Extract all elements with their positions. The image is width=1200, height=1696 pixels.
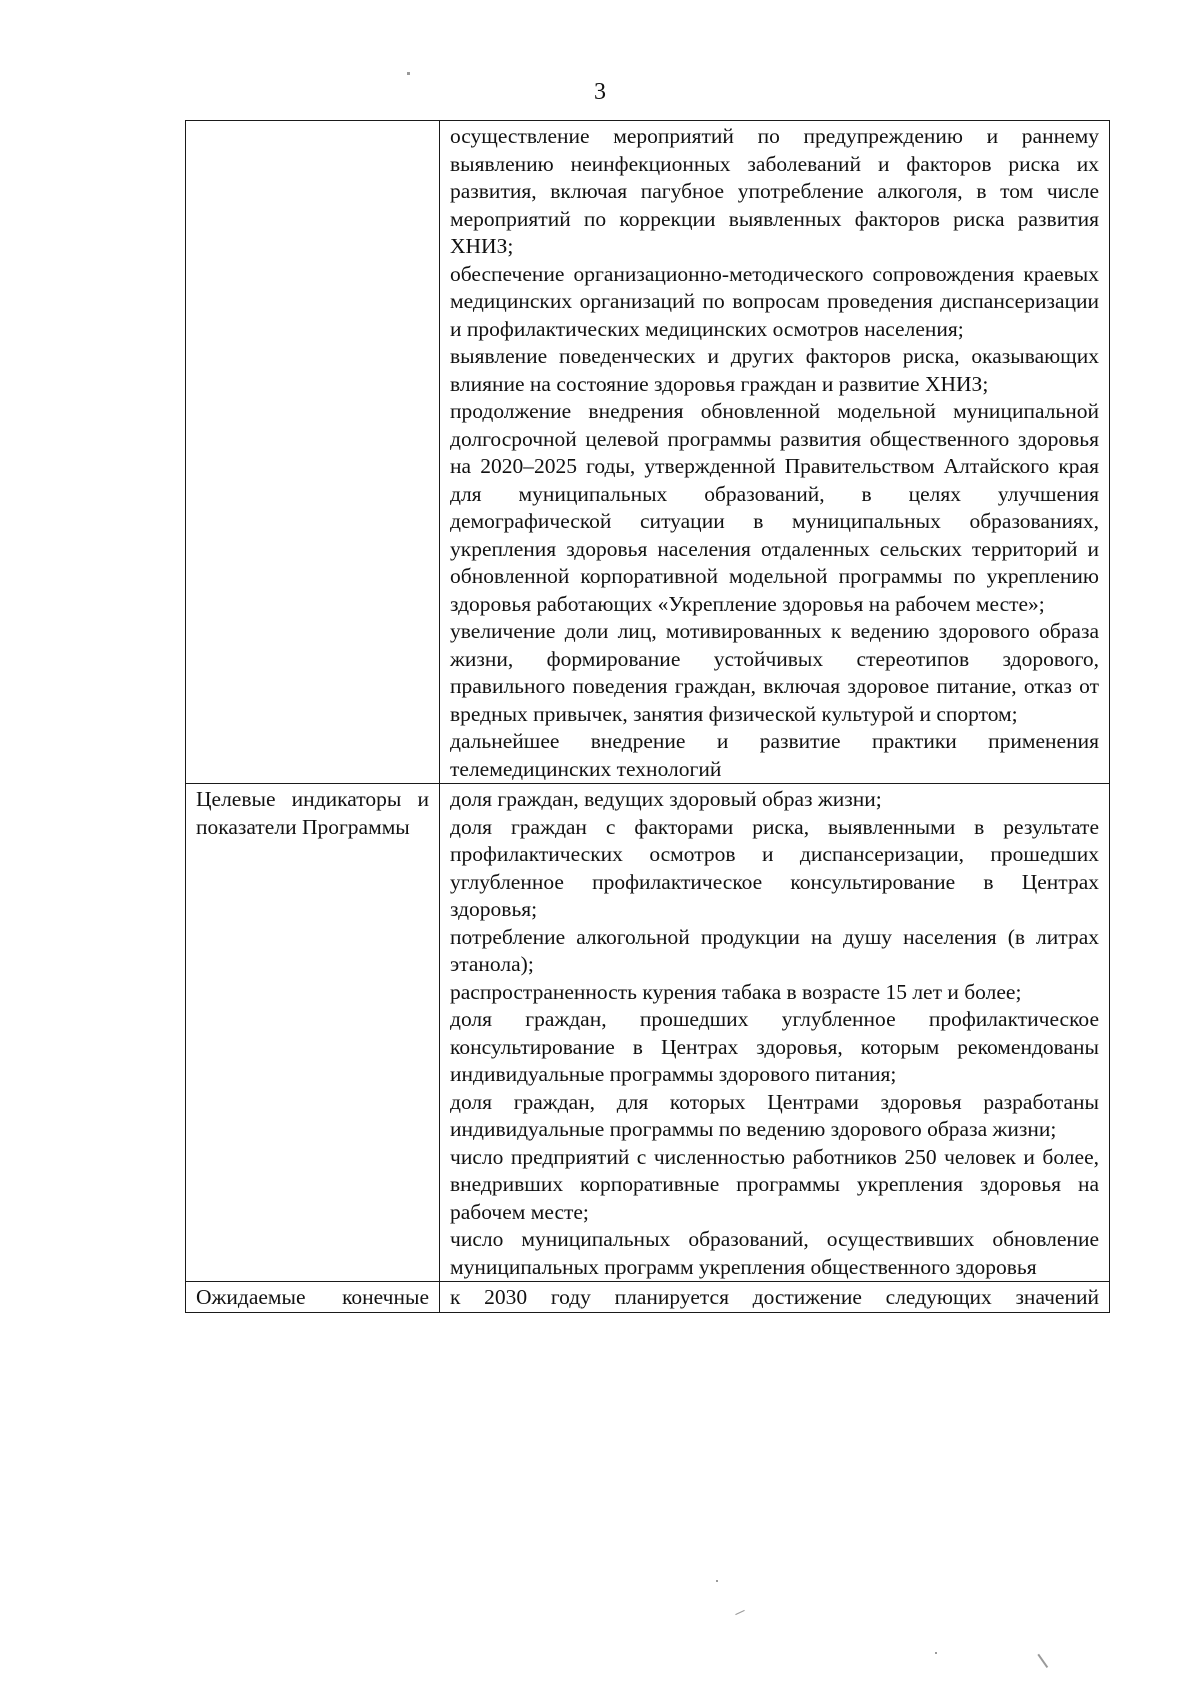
list-item: доля граждан, прошедших углубленное профилактическое консультирование в Центрах здоровья, которым рекомендованы индивидуальные программы здорового питания; — [450, 1007, 1099, 1086]
list-item: распространенность курения табака в возрасте 15 лет и более; — [450, 979, 1022, 1004]
list-item: потребление алкогольной продукции на душу населения (в литрах этанола); — [450, 924, 1099, 976]
scan-speck — [935, 1652, 937, 1654]
list-item: увеличение доли лиц, мотивированных к ведению здорового образа жизни, формирование устойчивых стереотипов здорового, правильного поведения граждан, включая здоровое питание, отказ от вредных привычек, занятия физической культурой и спортом; — [450, 619, 1099, 726]
scan-speck — [407, 72, 410, 75]
list-item: число предприятий с численностью работников 250 человек и более, внедривших корпоративные программы укрепления здоровья на рабочем месте; — [450, 1144, 1099, 1224]
table-row-indicators — [186, 784, 1110, 1282]
list-item: число муниципальных образований, осуществивших обновление муниципальных программ укрепления общественного здоровья — [450, 1227, 1099, 1279]
row-label-indicators — [186, 784, 440, 1282]
page-number: 3 — [594, 79, 606, 105]
list-item: к 2030 году планируется достижение следующих значений — [450, 1285, 1099, 1309]
row-content-indicators — [440, 784, 1110, 1282]
list-item: доля граждан, для которых Центрами здоровья разработаны индивидуальные программы по ведению здорового образа жизни; — [450, 1089, 1099, 1141]
row-label-text: Ожидаемые конечные — [196, 1285, 429, 1309]
row-label-tasks — [186, 121, 440, 784]
list-item: осуществление мероприятий по предупреждению и раннему выявлению неинфекционных заболеваний и факторов риска их развития, включая пагубное употребление алкоголя, в том числе мероприятий по коррекции выявленных факторов риска развития ХНИЗ; — [450, 124, 1099, 258]
list-item: доля граждан, ведущих здоровый образ жизни; — [450, 787, 882, 811]
table-row-expected-results — [186, 1282, 1110, 1313]
list-item: доля граждан с факторами риска, выявленными в результате профилактических осмотров и диспансеризации, прошедших углубленное профилактическое консультирование в Центрах здоровья; — [450, 814, 1099, 921]
table-row-tasks — [186, 121, 1110, 784]
row-content-tasks — [440, 121, 1110, 784]
scan-speck — [1038, 1654, 1048, 1668]
row-label-text: Целевые индикаторы и показатели Программы — [196, 787, 429, 839]
list-item: дальнейшее внедрение и развитие практики применения телемедицинских технологий — [450, 729, 1099, 781]
row-label-expected-results — [186, 1282, 440, 1313]
list-item: обеспечение организационно-методического сопровождения краевых медицинских организаций по вопросам проведения диспансеризации и профилактических медицинских осмотров населения; — [450, 261, 1099, 341]
scan-speck — [735, 1610, 744, 1615]
scan-speck — [716, 1580, 718, 1582]
list-item: выявление поведенческих и других факторов риска, оказывающих влияние на состояние здоровья граждан и развитие ХНИЗ; — [450, 344, 1099, 396]
program-passport-table — [185, 120, 1110, 1313]
list-item: продолжение внедрения обновленной модельной муниципальной долгосрочной целевой программы развития общественного здоровья на 2020–2025 годы, утвержденной Правительством Алтайского края для муниципальных образований, в целях улучшения демографической ситуации в муниципальных образованиях, укрепления здоровья населения отдаленных сельских территорий и обновленной корпоративной модельной программы по укреплению здоровья работающих «Укрепление здоровья на рабочем месте»; — [450, 399, 1099, 616]
row-content-expected-results — [440, 1282, 1110, 1313]
